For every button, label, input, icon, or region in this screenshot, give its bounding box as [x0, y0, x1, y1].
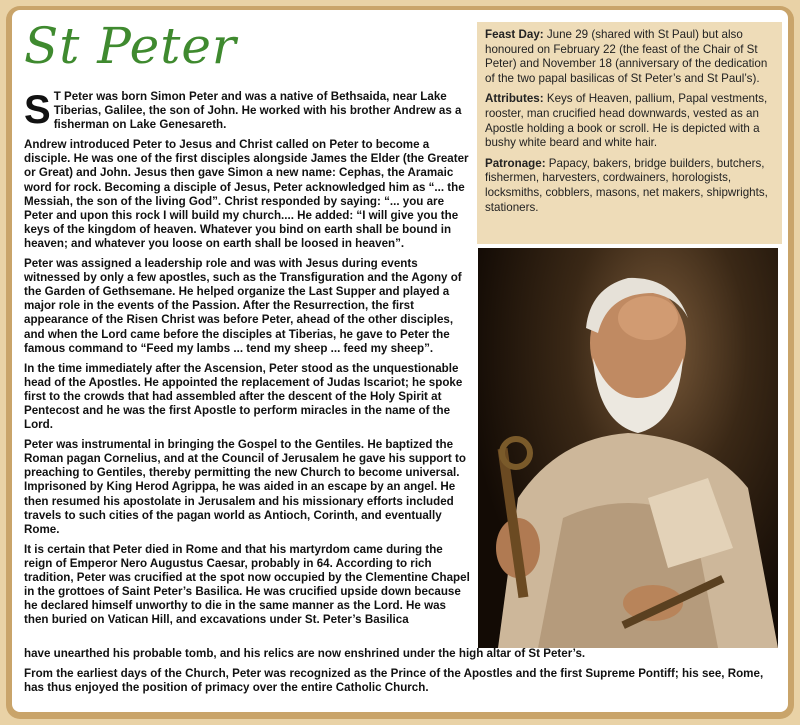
main-article	[24, 90, 472, 633]
page-body	[12, 10, 788, 712]
paragraph-6-continued: have unearthed his probable tomb, and his relics are now enshrined under the high altar of St Peter’s.	[24, 647, 586, 660]
paragraph-4: In the time immediately after the Ascension, Peter stood as the unquestionable head of the Apostles. He appointed the replacement of Judas Iscariot; he spoke first to the crowds that had assembled after the descent of the Holy Spirit at Pentecost and he was the first Apostle to perform miracles in the name of the Lord.	[24, 361, 463, 432]
paragraph-1: S T Peter was born Simon Peter and was a native of Bethsaida, near Lake Tiberias, Galilee, the son of John. He worked with his brother Andrew as a fisherman on Lake Genesareth.	[24, 88, 462, 132]
article-footer	[24, 647, 779, 701]
feast-day: Feast Day: June 29 (shared with St Paul) but also honoured on February 22 (the feast of the Chair of St Peter) and November 18 (anniversary of the dedication of the two papal basilicas of St Peter’s and St Paul’s).	[485, 28, 768, 85]
paragraph-6: It is certain that Peter died in Rome and that his martyrdom came during the reign of Emperor Nero Augustus Caesar, probably in 64. According to rich tradition, Peter was crucified at the spot now occupied by the Clementine Chapel in the grottoes of Saint Peter’s Basilica. He was crucified upside down because he declared himself unworthy to die in the same manner as the Lord. He was then buried on Vatican Hill, and excavations under St. Peter’s Basilica	[24, 542, 470, 627]
page-title: St Peter	[24, 17, 237, 75]
paragraph-5: Peter was instrumental in bringing the Gospel to the Gentiles. He baptized the Roman pagan Cornelius, and at the Council of Jerusalem he gave his support to preaching to Gentiles, thereby permitting the new Church to become universal. Imprisoned by King Herod Agrippa, he was aided in an escape by an angel. He then resumed his apostolate in Jerusalem and his missionary efforts included travels to such cities of the pagan world as Antioch, Corinth, and eventually Rome.	[24, 438, 466, 536]
paragraph-3: Peter was assigned a leadership role and was with Jesus during events witnessed by only a few apostles, such as the Transfiguration and the Agony of the Garden of Gethsemane. He helped organize the Last Supper and played a major role in the events of the Passion. After the Resurrection, the first appearance of the Risen Christ was before Peter, ahead of the other disciples, and when the Lord came before the disciples at Tiberias, he gave to Peter the famous command to “Feed my lambs ... tend my sheep ... feed my sheep”.	[24, 257, 462, 355]
facts-box	[477, 22, 782, 244]
patronage: Patronage: Papacy, bakers, bridge builders, butchers, fishermen, harvesters, cordwainers, horologists, locksmiths, cobblers, masons, net makers, shipwrights, stationers.	[485, 156, 768, 214]
attributes: Attributes: Keys of Heaven, pallium, Papal vestments, rooster, man crucified head downwards, vested as an Apostle holding a book or scroll. He is depicted with a bushy white beard and white hair.	[485, 92, 768, 150]
portrait-illustration	[478, 248, 778, 648]
drop-cap: S	[24, 88, 51, 132]
paragraph-7: From the earliest days of the Church, Peter was recognized as the Prince of the Apostles and the first Supreme Pontiff; his see, Rome, has thus enjoyed the position of primacy over the entire Catholic Church.	[24, 667, 764, 695]
st-peter-painting	[478, 248, 778, 648]
paragraph-2: Andrew introduced Peter to Jesus and Christ called on Peter to become a disciple. He was one of the first disciples alongside James the Elder (the Greater or Great) and John. Jesus then gave Simon a new name: Cephas, the Aramaic word for rock. Becoming a disciple of Jesus, Peter acknowledged him as “... the Messiah, the son of the living God”. Christ responded by saying: “... you are Peter and upon this rock I will build my church.... He added: “I will give you the keys of the kingdom of heaven. Whatever you bind on earth shall be bound in heaven; and whatever you loose on earth shall be loosed in heaven”.	[24, 138, 469, 250]
